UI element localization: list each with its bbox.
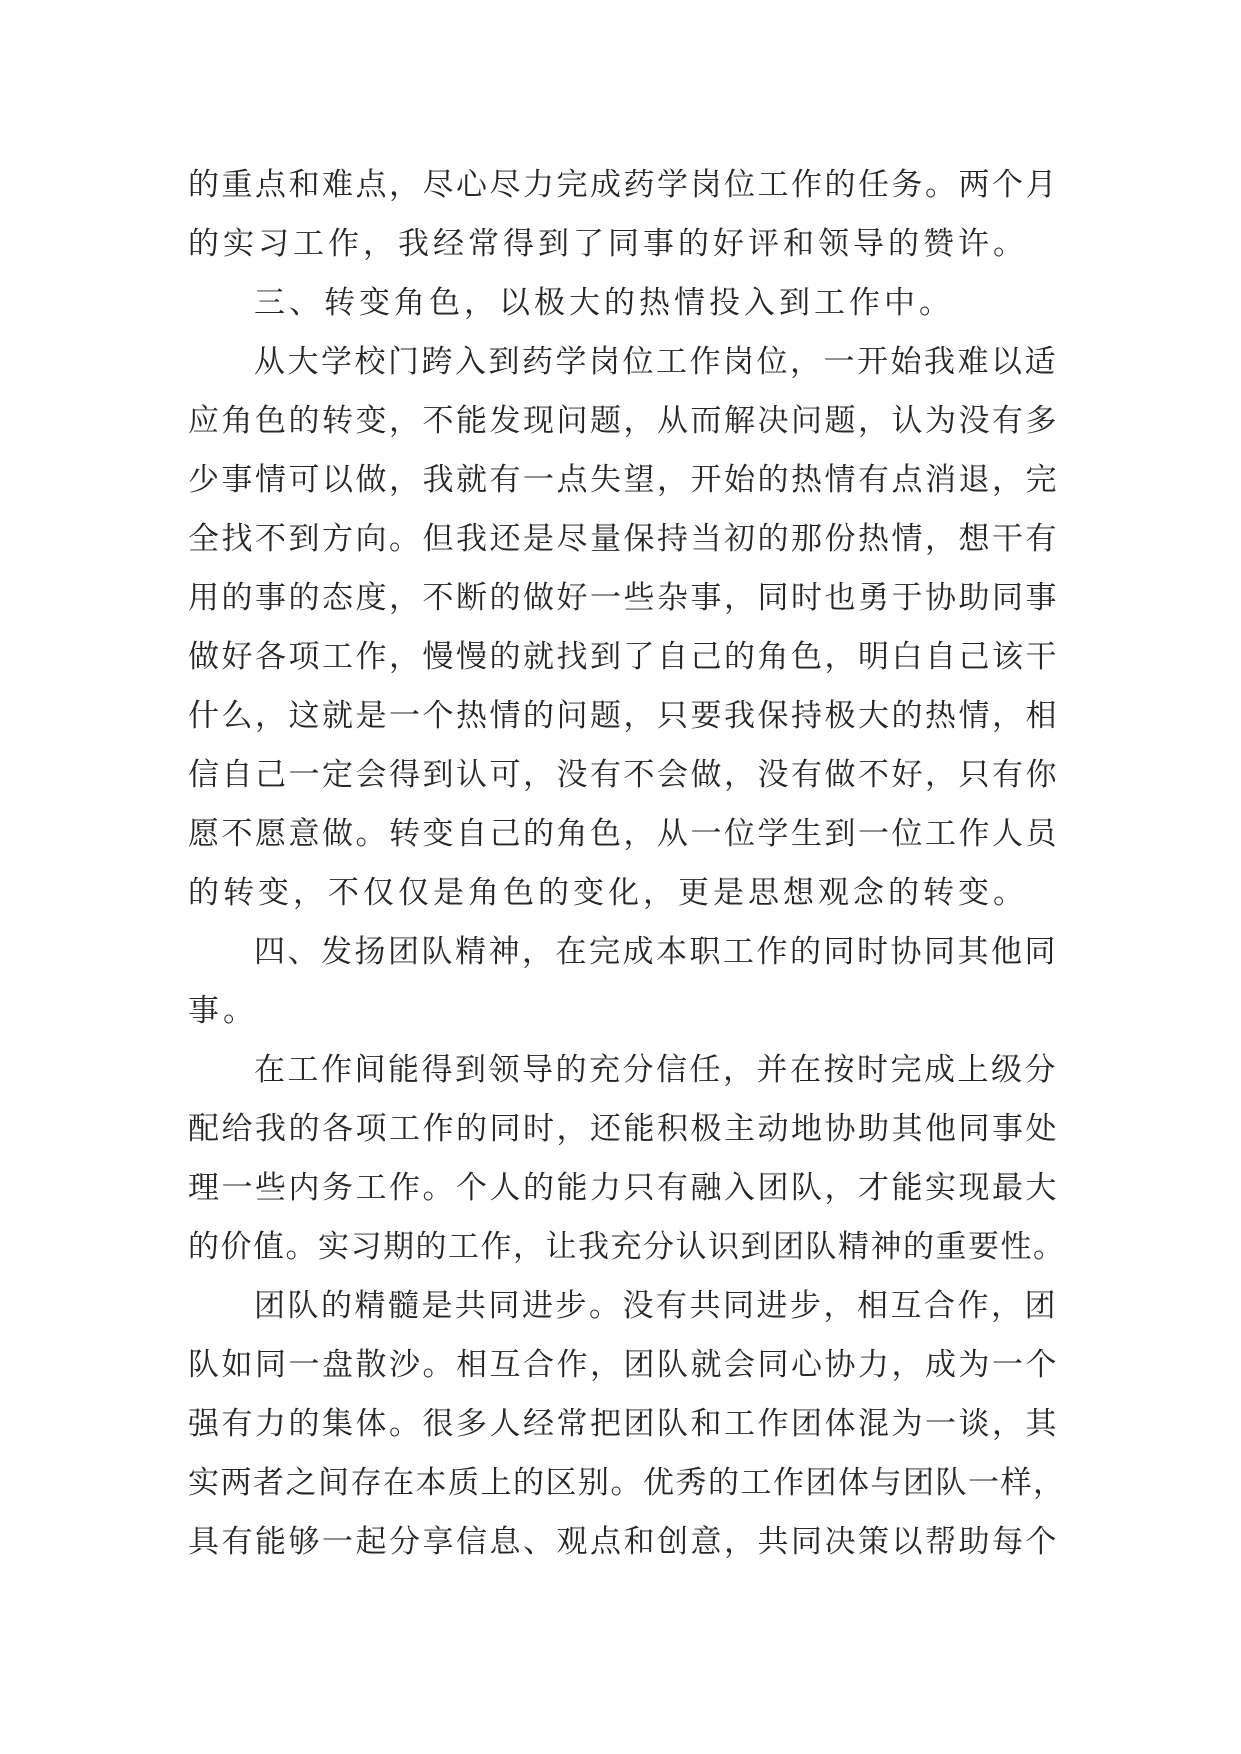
- text-line: 的实习工作，我经常得到了同事的好评和领导的赞许。: [188, 226, 1028, 262]
- text-line: 应角色的转变，不能发现问题，从而解决问题，认为没有多: [188, 403, 1059, 439]
- text-line: 什么，这就是一个热情的问题，只要我保持极大的热情，相: [188, 698, 1059, 734]
- text-line: 用的事的态度，不断的做好一些杂事，同时也勇于协助同事: [188, 580, 1059, 616]
- section-heading-continued: 事。: [188, 993, 258, 1029]
- text-line: 团队的精髓是共同进步。没有共同进步，相互合作，团: [254, 1288, 1058, 1324]
- text-line: 从大学校门跨入到药学岗位工作岗位，一开始我难以适: [254, 344, 1058, 380]
- text-line: 的转变，不仅仅是角色的变化，更是思想观念的转变。: [188, 875, 1028, 911]
- text-line: 理一些内务工作。个人的能力只有融入团队，才能实现最大: [188, 1170, 1059, 1206]
- body-text: [188, 156, 1068, 1572]
- text-line: 的价值。实习期的工作，让我充分认识到团队精神的重要性。: [188, 1229, 1066, 1265]
- text-line: 的重点和难点，尽心尽力完成药学岗位工作的任务。两个月: [188, 167, 1059, 203]
- text-line: 实两者之间存在本质上的区别。优秀的工作团体与团队一样，: [188, 1465, 1066, 1501]
- section-heading: 四、发扬团队精神，在完成本职工作的同时协同其他同: [254, 934, 1058, 970]
- text-line: 配给我的各项工作的同时，还能积极主动地协助其他同事处: [188, 1111, 1059, 1147]
- text-line: 愿不愿意做。转变自己的角色，从一位学生到一位工作人员: [188, 816, 1059, 852]
- text-line: 强有力的集体。很多人经常把团队和工作团体混为一谈，其: [188, 1406, 1059, 1442]
- text-line: 少事情可以做，我就有一点失望，开始的热情有点消退，完: [188, 462, 1059, 498]
- section-heading: 三、转变角色，以极大的热情投入到工作中。: [254, 285, 954, 321]
- text-line: 全找不到方向。但我还是尽量保持当初的那份热情，想干有: [188, 521, 1059, 557]
- text-line: 做好各项工作，慢慢的就找到了自己的角色，明白自己该干: [188, 639, 1059, 675]
- text-line: 具有能够一起分享信息、观点和创意，共同决策以帮助每个: [188, 1524, 1059, 1560]
- text-line: 在工作间能得到领导的充分信任，并在按时完成上级分: [254, 1052, 1058, 1088]
- text-line: 队如同一盘散沙。相互合作，团队就会同心协力，成为一个: [188, 1347, 1059, 1383]
- text-line: 信自己一定会得到认可，没有不会做，没有做不好，只有你: [188, 757, 1059, 793]
